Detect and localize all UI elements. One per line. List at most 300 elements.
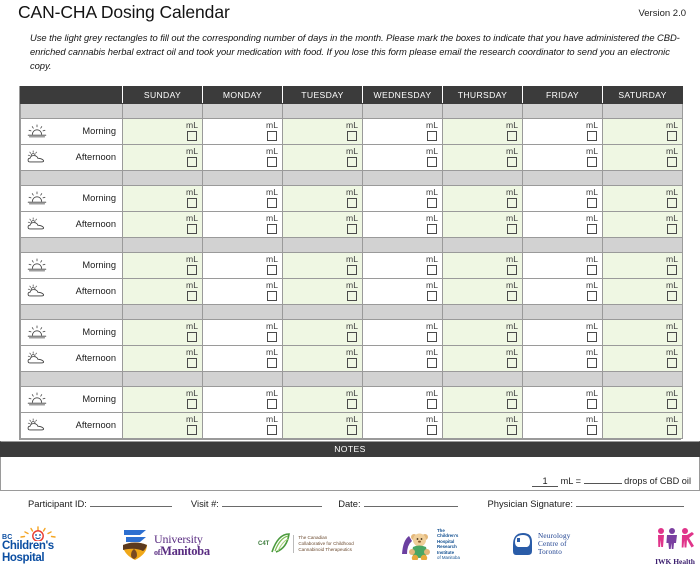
- row-label-morning: [21, 118, 123, 144]
- ml-unit-label: mL: [266, 186, 278, 197]
- ml-unit-label: mL: [506, 119, 518, 130]
- dose-checkbox[interactable]: [267, 399, 277, 409]
- conversion-suffix: drops of CBD oil: [624, 475, 691, 486]
- dose-checkbox[interactable]: [427, 399, 437, 409]
- dose-checkbox[interactable]: [587, 198, 597, 208]
- dose-checkbox[interactable]: [427, 157, 437, 167]
- logo-iwk-health: [655, 527, 695, 566]
- dose-cell-morning-thursday[interactable]: [443, 118, 523, 144]
- dose-row-afternoon: [21, 345, 683, 371]
- dose-checkbox[interactable]: [587, 131, 597, 141]
- logo-iwk-text: IWK Health: [655, 557, 695, 566]
- dose-checkbox[interactable]: [347, 332, 357, 342]
- dose-cell-morning-thursday[interactable]: [443, 252, 523, 278]
- dose-cell-morning-sunday[interactable]: [123, 118, 203, 144]
- row-label-morning: [21, 252, 123, 278]
- dose-cell-morning-monday[interactable]: [203, 185, 283, 211]
- dose-cell-afternoon-friday[interactable]: [523, 144, 603, 170]
- dose-cell-morning-tuesday[interactable]: [283, 252, 363, 278]
- dose-cell-afternoon-thursday[interactable]: [443, 144, 523, 170]
- date-entry-cell[interactable]: [283, 103, 363, 118]
- dose-checkbox[interactable]: [587, 291, 597, 301]
- dose-checkbox[interactable]: [347, 224, 357, 234]
- date-entry-cell[interactable]: [523, 371, 603, 386]
- version-label: Version 2.0: [638, 8, 686, 19]
- logo-chri-line3: Hospital: [437, 538, 455, 544]
- ml-unit-label: mL: [586, 387, 598, 398]
- ml-unit-label: mL: [426, 387, 438, 398]
- date-row-label-cell: [21, 371, 123, 386]
- dose-row-afternoon: [21, 278, 683, 304]
- iwk-people-icon: [655, 527, 695, 551]
- dose-cell-afternoon-wednesday[interactable]: [363, 278, 443, 304]
- dose-checkbox[interactable]: [507, 358, 517, 368]
- dose-cell-afternoon-tuesday[interactable]: [283, 278, 363, 304]
- dose-cell-afternoon-saturday[interactable]: [603, 412, 683, 438]
- week-date-row: [21, 170, 683, 185]
- dose-cell-morning-wednesday[interactable]: [363, 185, 443, 211]
- ml-unit-label: mL: [506, 413, 518, 424]
- date-entry-cell[interactable]: [523, 304, 603, 319]
- date-entry-cell[interactable]: [283, 304, 363, 319]
- dose-checkbox[interactable]: [667, 332, 677, 342]
- dose-checkbox[interactable]: [267, 332, 277, 342]
- ml-unit-label: mL: [506, 279, 518, 290]
- dose-checkbox[interactable]: [427, 332, 437, 342]
- ml-unit-label: mL: [186, 212, 198, 223]
- row-label-afternoon: [21, 345, 123, 371]
- dose-row-afternoon: [21, 211, 683, 237]
- conversion-amount[interactable]: 1: [532, 476, 558, 487]
- calendar-header-sunday: SUNDAY: [123, 86, 203, 103]
- dose-checkbox[interactable]: [667, 399, 677, 409]
- dose-cell-afternoon-wednesday[interactable]: [363, 412, 443, 438]
- dose-cell-morning-monday[interactable]: [203, 386, 283, 412]
- logo-university-of-manitoba: [120, 528, 210, 562]
- dose-cell-afternoon-thursday[interactable]: [443, 412, 523, 438]
- row-label-afternoon: [21, 412, 123, 438]
- date-entry-cell[interactable]: [203, 304, 283, 319]
- dose-cell-morning-tuesday[interactable]: [283, 319, 363, 345]
- dose-cell-afternoon-tuesday[interactable]: [283, 144, 363, 170]
- ml-unit-label: mL: [346, 119, 358, 130]
- dose-checkbox[interactable]: [667, 358, 677, 368]
- date-entry-cell[interactable]: [123, 371, 203, 386]
- field-date[interactable]: [338, 497, 457, 509]
- dose-cell-morning-sunday[interactable]: [123, 386, 203, 412]
- week-date-row: [21, 103, 683, 118]
- ml-unit-label: mL: [666, 346, 678, 357]
- dose-checkbox[interactable]: [267, 224, 277, 234]
- dose-checkbox[interactable]: [507, 131, 517, 141]
- dose-cell-morning-wednesday[interactable]: [363, 252, 443, 278]
- sun-behind-cloud-icon: [27, 216, 47, 232]
- date-entry-cell[interactable]: [123, 170, 203, 185]
- dose-cell-afternoon-sunday[interactable]: [123, 412, 203, 438]
- ml-unit-label: mL: [186, 413, 198, 424]
- row-label-text-morning: Morning: [82, 126, 116, 137]
- ml-unit-label: mL: [346, 413, 358, 424]
- dose-checkbox[interactable]: [267, 425, 277, 435]
- dose-checkbox[interactable]: [587, 157, 597, 167]
- ml-unit-label: mL: [586, 186, 598, 197]
- dose-checkbox[interactable]: [427, 358, 437, 368]
- ml-unit-label: mL: [266, 279, 278, 290]
- dose-checkbox[interactable]: [667, 291, 677, 301]
- ml-unit-label: mL: [666, 186, 678, 197]
- logo-bc-childrens-hospital: [2, 526, 61, 564]
- logo-bc-prefix: BC: [2, 534, 13, 541]
- dose-checkbox[interactable]: [347, 157, 357, 167]
- row-label-morning: [21, 185, 123, 211]
- dose-checkbox[interactable]: [667, 265, 677, 275]
- dose-checkbox[interactable]: [187, 131, 197, 141]
- row-label-text-afternoon: Afternoon: [75, 420, 116, 431]
- dose-checkbox[interactable]: [267, 198, 277, 208]
- date-entry-cell[interactable]: [203, 103, 283, 118]
- dose-checkbox[interactable]: [587, 358, 597, 368]
- dose-checkbox[interactable]: [667, 198, 677, 208]
- dose-cell-afternoon-tuesday[interactable]: [283, 211, 363, 237]
- calendar-header-saturday: SATURDAY: [603, 86, 683, 103]
- ml-unit-label: mL: [346, 253, 358, 264]
- date-entry-cell[interactable]: [603, 237, 683, 252]
- sunrise-icon: [27, 123, 47, 139]
- dose-cell-afternoon-monday[interactable]: [203, 278, 283, 304]
- dose-checkbox[interactable]: [347, 399, 357, 409]
- row-label-text-morning: Morning: [82, 327, 116, 338]
- ml-unit-label: mL: [266, 253, 278, 264]
- dose-cell-afternoon-friday[interactable]: [523, 345, 603, 371]
- date-entry-cell[interactable]: [523, 170, 603, 185]
- dose-checkbox[interactable]: [587, 224, 597, 234]
- dose-cell-morning-saturday[interactable]: [603, 185, 683, 211]
- dose-cell-morning-sunday[interactable]: [123, 252, 203, 278]
- dose-cell-morning-friday[interactable]: [523, 386, 603, 412]
- dose-cell-afternoon-wednesday[interactable]: [363, 211, 443, 237]
- date-entry-cell[interactable]: [283, 371, 363, 386]
- dose-checkbox[interactable]: [427, 224, 437, 234]
- dose-checkbox[interactable]: [347, 198, 357, 208]
- date-entry-cell[interactable]: [523, 237, 603, 252]
- date-entry-cell[interactable]: [603, 103, 683, 118]
- calendar-header-monday: MONDAY: [203, 86, 283, 103]
- logo-bc-hospital: Hospital: [2, 551, 45, 564]
- date-entry-cell[interactable]: [283, 170, 363, 185]
- ml-unit-label: mL: [666, 413, 678, 424]
- dose-checkbox[interactable]: [187, 224, 197, 234]
- dose-checkbox[interactable]: [267, 157, 277, 167]
- ml-unit-label: mL: [186, 346, 198, 357]
- dose-checkbox[interactable]: [347, 291, 357, 301]
- field-visit-number[interactable]: [191, 497, 322, 509]
- dose-cell-morning-friday[interactable]: [523, 185, 603, 211]
- logo-chri-line6: of Manitoba: [437, 555, 460, 561]
- dose-checkbox[interactable]: [347, 358, 357, 368]
- dose-checkbox[interactable]: [587, 332, 597, 342]
- dose-cell-morning-friday[interactable]: [523, 252, 603, 278]
- field-date-label: Date:: [338, 498, 361, 509]
- dose-cell-morning-thursday[interactable]: [443, 386, 523, 412]
- dose-cell-afternoon-thursday[interactable]: [443, 211, 523, 237]
- dose-cell-afternoon-saturday[interactable]: [603, 345, 683, 371]
- date-entry-cell[interactable]: [443, 170, 523, 185]
- date-entry-cell[interactable]: [203, 237, 283, 252]
- dose-checkbox[interactable]: [187, 265, 197, 275]
- date-row-label-cell: [21, 237, 123, 252]
- field-visit-number-label: Visit #:: [190, 498, 219, 509]
- dose-checkbox[interactable]: [347, 265, 357, 275]
- dose-cell-afternoon-wednesday[interactable]: [363, 144, 443, 170]
- dose-cell-morning-sunday[interactable]: [123, 319, 203, 345]
- dose-checkbox[interactable]: [427, 198, 437, 208]
- dose-checkbox[interactable]: [267, 131, 277, 141]
- dose-cell-morning-saturday[interactable]: [603, 118, 683, 144]
- dose-cell-afternoon-monday[interactable]: [203, 412, 283, 438]
- date-entry-cell[interactable]: [443, 304, 523, 319]
- dose-cell-afternoon-tuesday[interactable]: [283, 412, 363, 438]
- date-entry-cell[interactable]: [123, 237, 203, 252]
- dose-cell-morning-wednesday[interactable]: [363, 118, 443, 144]
- field-visit-number-input[interactable]: [222, 497, 322, 507]
- dose-cell-morning-friday[interactable]: [523, 118, 603, 144]
- dose-cell-afternoon-saturday[interactable]: [603, 278, 683, 304]
- ml-unit-label: mL: [506, 253, 518, 264]
- date-row-label-cell: [21, 304, 123, 319]
- dose-cell-morning-sunday[interactable]: [123, 185, 203, 211]
- field-physician-signature[interactable]: [488, 497, 684, 509]
- date-entry-cell[interactable]: [603, 304, 683, 319]
- notes-heading: NOTES: [0, 441, 700, 457]
- dose-checkbox[interactable]: [587, 399, 597, 409]
- manitoba-crest-icon: [120, 528, 150, 562]
- row-label-text-morning: Morning: [82, 394, 116, 405]
- dose-cell-afternoon-tuesday[interactable]: [283, 345, 363, 371]
- dose-checkbox[interactable]: [267, 291, 277, 301]
- date-entry-cell[interactable]: [123, 304, 203, 319]
- ml-unit-label: mL: [426, 346, 438, 357]
- dose-cell-morning-monday[interactable]: [203, 252, 283, 278]
- date-entry-cell[interactable]: [443, 103, 523, 118]
- dose-checkbox[interactable]: [187, 157, 197, 167]
- dose-checkbox[interactable]: [267, 358, 277, 368]
- dose-checkbox[interactable]: [667, 224, 677, 234]
- footer-fields: [28, 497, 684, 509]
- dose-checkbox[interactable]: [507, 425, 517, 435]
- dosing-calendar: [19, 86, 681, 440]
- dose-cell-afternoon-thursday[interactable]: [443, 345, 523, 371]
- ml-unit-label: mL: [186, 145, 198, 156]
- row-label-text-afternoon: Afternoon: [75, 286, 116, 297]
- dose-checkbox[interactable]: [507, 332, 517, 342]
- dose-row-morning: [21, 386, 683, 412]
- dose-cell-afternoon-sunday[interactable]: [123, 211, 203, 237]
- week-date-row: [21, 237, 683, 252]
- dose-checkbox[interactable]: [347, 425, 357, 435]
- dose-cell-afternoon-monday[interactable]: [203, 345, 283, 371]
- date-entry-cell[interactable]: [603, 371, 683, 386]
- date-entry-cell[interactable]: [363, 371, 443, 386]
- dose-cell-morning-monday[interactable]: [203, 118, 283, 144]
- dose-cell-morning-saturday[interactable]: [603, 252, 683, 278]
- dose-checkbox[interactable]: [187, 332, 197, 342]
- calendar-body: [21, 103, 683, 438]
- dose-checkbox[interactable]: [427, 131, 437, 141]
- ml-unit-label: mL: [346, 279, 358, 290]
- leaf-swirl-icon: [269, 532, 291, 556]
- dose-cell-afternoon-wednesday[interactable]: [363, 345, 443, 371]
- dose-cell-morning-wednesday[interactable]: [363, 319, 443, 345]
- ml-unit-label: mL: [186, 320, 198, 331]
- logo-c4t: [258, 532, 354, 556]
- ml-unit-label: mL: [266, 212, 278, 223]
- calendar-table: [20, 86, 683, 439]
- conversion-unit: mL =: [560, 475, 581, 486]
- sunburst-icon: [15, 526, 61, 541]
- calendar-header-friday: FRIDAY: [523, 86, 603, 103]
- ml-unit-label: mL: [426, 145, 438, 156]
- logo-childrens-hospital-research-institute: [400, 528, 460, 560]
- dose-checkbox[interactable]: [507, 265, 517, 275]
- field-physician-signature-input[interactable]: [576, 497, 684, 507]
- dose-checkbox[interactable]: [507, 198, 517, 208]
- dose-checkbox[interactable]: [587, 265, 597, 275]
- dose-cell-afternoon-monday[interactable]: [203, 144, 283, 170]
- dose-checkbox[interactable]: [667, 131, 677, 141]
- dose-cell-afternoon-saturday[interactable]: [603, 144, 683, 170]
- dose-cell-afternoon-saturday[interactable]: [603, 211, 683, 237]
- ml-unit-label: mL: [346, 186, 358, 197]
- ml-unit-label: mL: [506, 387, 518, 398]
- dose-cell-afternoon-sunday[interactable]: [123, 144, 203, 170]
- ml-unit-label: mL: [586, 145, 598, 156]
- dose-cell-morning-saturday[interactable]: [603, 319, 683, 345]
- dose-cell-morning-friday[interactable]: [523, 319, 603, 345]
- dose-checkbox[interactable]: [507, 224, 517, 234]
- dose-checkbox[interactable]: [667, 157, 677, 167]
- dose-cell-afternoon-friday[interactable]: [523, 278, 603, 304]
- dose-cell-afternoon-monday[interactable]: [203, 211, 283, 237]
- field-date-input[interactable]: [364, 497, 458, 507]
- row-label-text-morning: Morning: [82, 193, 116, 204]
- ml-unit-label: mL: [346, 387, 358, 398]
- ml-unit-label: mL: [346, 346, 358, 357]
- date-entry-cell[interactable]: [363, 170, 443, 185]
- field-participant-id-input[interactable]: [90, 497, 172, 507]
- date-entry-cell[interactable]: [363, 103, 443, 118]
- date-entry-cell[interactable]: [363, 237, 443, 252]
- sun-behind-cloud-icon: [27, 283, 47, 299]
- dose-cell-morning-wednesday[interactable]: [363, 386, 443, 412]
- dose-checkbox[interactable]: [587, 425, 597, 435]
- date-entry-cell[interactable]: [523, 103, 603, 118]
- date-entry-cell[interactable]: [203, 371, 283, 386]
- dose-checkbox[interactable]: [187, 358, 197, 368]
- ml-unit-label: mL: [666, 253, 678, 264]
- dose-checkbox[interactable]: [187, 425, 197, 435]
- logo-c4t-line1: The Canadian: [298, 535, 328, 540]
- ml-unit-label: mL: [586, 320, 598, 331]
- row-label-text-afternoon: Afternoon: [75, 152, 116, 163]
- sun-behind-cloud-icon: [27, 149, 47, 165]
- ml-unit-label: mL: [426, 320, 438, 331]
- dose-checkbox[interactable]: [187, 198, 197, 208]
- notes-area[interactable]: [0, 457, 700, 491]
- dose-row-morning: [21, 118, 683, 144]
- field-participant-id[interactable]: [28, 497, 172, 509]
- dose-checkbox[interactable]: [427, 291, 437, 301]
- dose-cell-afternoon-sunday[interactable]: [123, 345, 203, 371]
- dose-cell-morning-monday[interactable]: [203, 319, 283, 345]
- dose-checkbox[interactable]: [187, 291, 197, 301]
- row-label-afternoon: [21, 278, 123, 304]
- date-entry-cell[interactable]: [443, 237, 523, 252]
- row-label-text-morning: Morning: [82, 260, 116, 271]
- logo-um-manitoba-text: Manitoba: [160, 543, 210, 558]
- dose-checkbox[interactable]: [507, 157, 517, 167]
- logo-um-manitoba: [154, 545, 210, 558]
- date-entry-cell[interactable]: [603, 170, 683, 185]
- logo-c4t-line2: Collaborative for Childhood: [298, 541, 354, 546]
- dose-checkbox[interactable]: [507, 399, 517, 409]
- dose-cell-morning-tuesday[interactable]: [283, 386, 363, 412]
- dose-checkbox[interactable]: [667, 425, 677, 435]
- dose-cell-afternoon-friday[interactable]: [523, 412, 603, 438]
- dose-checkbox[interactable]: [187, 399, 197, 409]
- date-entry-cell[interactable]: [443, 371, 523, 386]
- dose-cell-morning-tuesday[interactable]: [283, 118, 363, 144]
- row-label-afternoon: [21, 144, 123, 170]
- dose-row-morning: [21, 319, 683, 345]
- dose-cell-morning-thursday[interactable]: [443, 319, 523, 345]
- ml-unit-label: mL: [426, 413, 438, 424]
- dose-cell-afternoon-sunday[interactable]: [123, 278, 203, 304]
- dose-row-afternoon: [21, 412, 683, 438]
- sunrise-icon: [27, 391, 47, 407]
- dose-cell-morning-thursday[interactable]: [443, 185, 523, 211]
- ml-unit-label: mL: [586, 253, 598, 264]
- dose-cell-morning-tuesday[interactable]: [283, 185, 363, 211]
- dose-checkbox[interactable]: [507, 291, 517, 301]
- dose-checkbox[interactable]: [347, 131, 357, 141]
- date-row-label-cell: [21, 103, 123, 118]
- date-entry-cell[interactable]: [123, 103, 203, 118]
- date-entry-cell[interactable]: [283, 237, 363, 252]
- dose-cell-morning-saturday[interactable]: [603, 386, 683, 412]
- logo-c4t-mark: C4T: [258, 541, 270, 547]
- dose-checkbox[interactable]: [267, 265, 277, 275]
- conversion-drops-blank[interactable]: [584, 483, 622, 484]
- ml-unit-label: mL: [426, 253, 438, 264]
- date-entry-cell[interactable]: [203, 170, 283, 185]
- ml-unit-label: mL: [506, 212, 518, 223]
- dose-row-morning: [21, 252, 683, 278]
- dose-cell-afternoon-thursday[interactable]: [443, 278, 523, 304]
- row-label-text-afternoon: Afternoon: [75, 219, 116, 230]
- sun-behind-cloud-icon: [27, 350, 47, 366]
- field-physician-signature-label: Physician Signature:: [487, 498, 573, 509]
- logo-chri-line2: Children's: [437, 533, 459, 539]
- ml-unit-label: mL: [586, 413, 598, 424]
- dose-cell-afternoon-friday[interactable]: [523, 211, 603, 237]
- date-entry-cell[interactable]: [363, 304, 443, 319]
- ml-unit-label: mL: [506, 346, 518, 357]
- ml-unit-label: mL: [666, 387, 678, 398]
- ml-unit-label: mL: [666, 145, 678, 156]
- dose-checkbox[interactable]: [427, 425, 437, 435]
- ml-unit-label: mL: [346, 320, 358, 331]
- dose-checkbox[interactable]: [427, 265, 437, 275]
